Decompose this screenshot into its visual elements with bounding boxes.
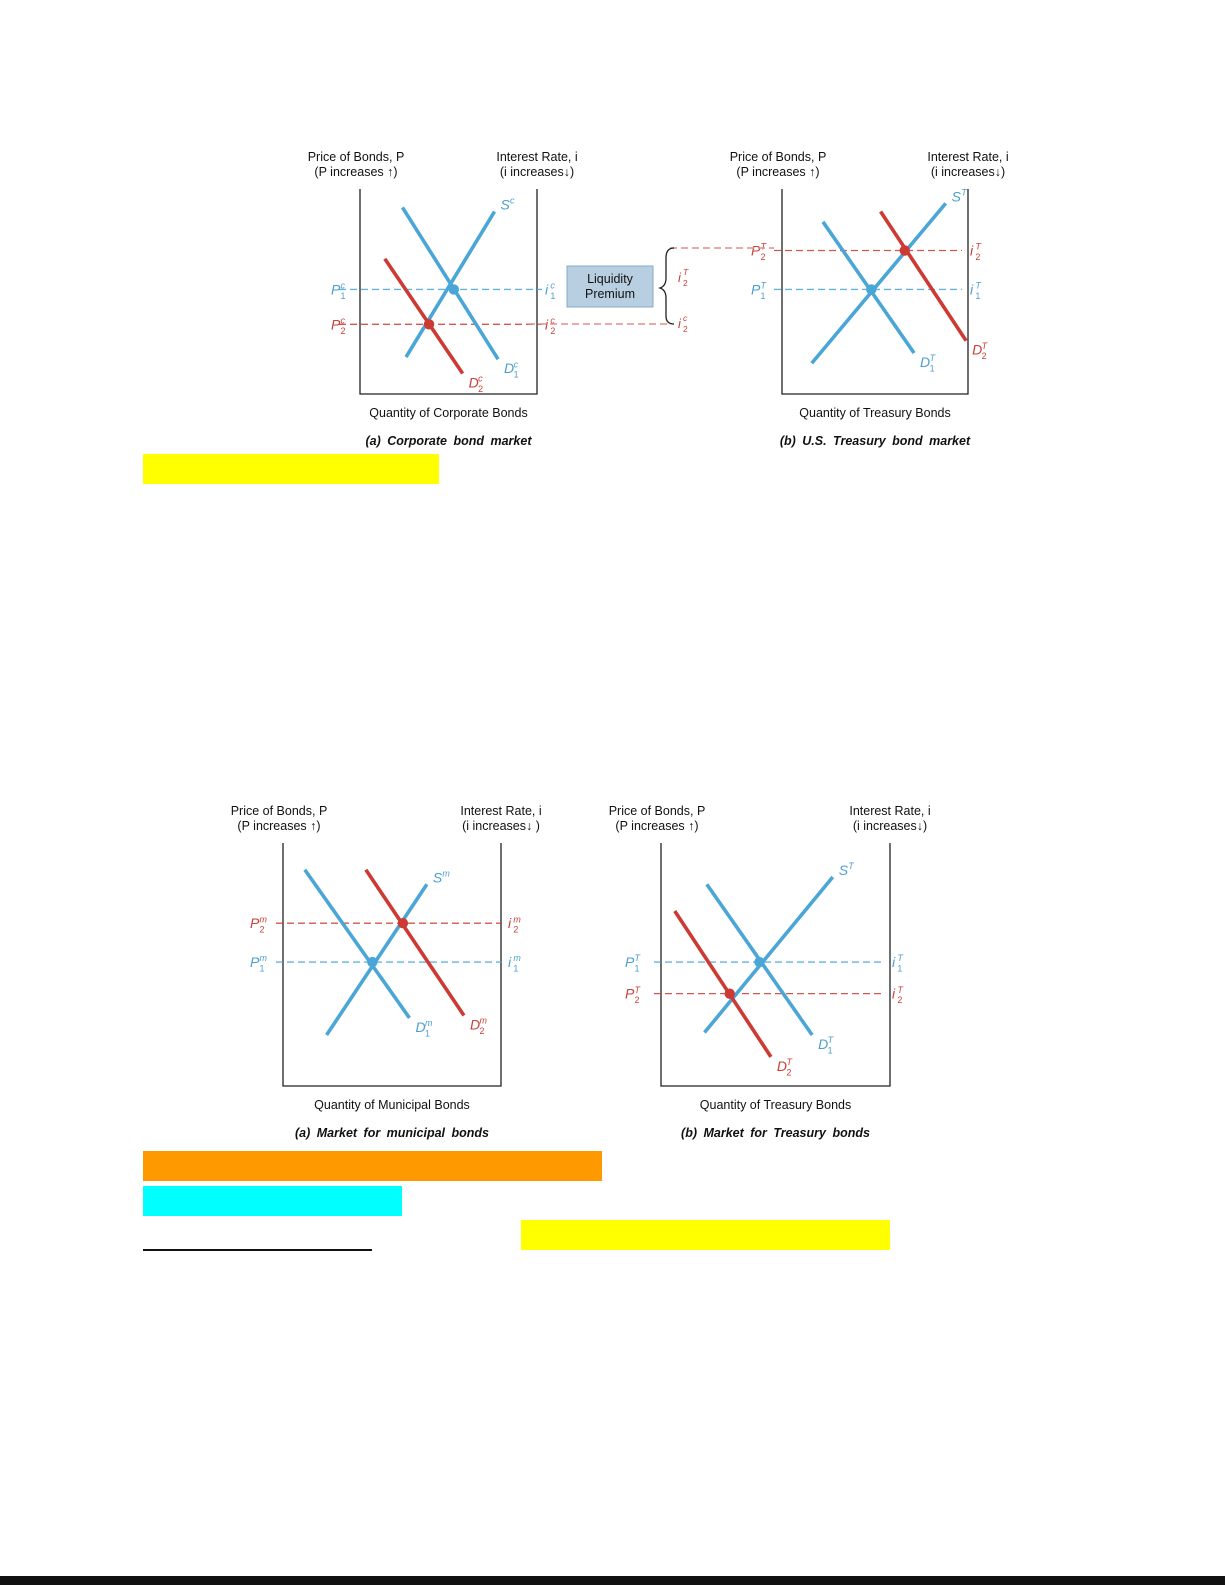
svg-text:T: T bbox=[683, 267, 689, 277]
svg-text:T: T bbox=[981, 340, 988, 351]
svg-text:1: 1 bbox=[975, 290, 981, 301]
svg-text:D: D bbox=[468, 374, 479, 391]
price-label-1 bbox=[751, 281, 767, 301]
svg-text:S: S bbox=[838, 862, 849, 879]
svg-text:2: 2 bbox=[513, 924, 519, 935]
curve-S-blue bbox=[705, 877, 833, 1033]
x-axis-label: Quantity of Treasury Bonds bbox=[699, 1098, 852, 1112]
rate-label-2 bbox=[892, 985, 903, 1005]
svg-text:2: 2 bbox=[683, 324, 688, 334]
svg-text:P: P bbox=[331, 316, 341, 333]
svg-text:S: S bbox=[951, 188, 962, 205]
svg-text:1: 1 bbox=[513, 369, 519, 380]
highlight-yellow-2 bbox=[521, 1220, 890, 1250]
treasury-bond-chart-bottom bbox=[609, 804, 931, 1140]
svg-text:2: 2 bbox=[683, 278, 688, 288]
curve-D1-blue bbox=[305, 870, 410, 1018]
svg-text:D: D bbox=[972, 341, 983, 358]
svg-text:2: 2 bbox=[786, 1067, 792, 1078]
price-label-1 bbox=[331, 281, 346, 301]
svg-text:D: D bbox=[818, 1035, 829, 1052]
curve-D2-red bbox=[385, 259, 463, 374]
svg-text:2: 2 bbox=[259, 924, 265, 935]
curve-label-S bbox=[433, 868, 451, 885]
liquidity-premium-line2: Premium bbox=[584, 287, 636, 301]
svg-text:P: P bbox=[625, 954, 635, 971]
left-axis-title: Price of Bonds, P bbox=[230, 804, 328, 818]
svg-text:D: D bbox=[776, 1057, 788, 1074]
svg-text:i: i bbox=[508, 954, 512, 971]
left-axis-note: (P increases ↑) bbox=[314, 165, 398, 179]
svg-text:1: 1 bbox=[634, 963, 640, 974]
svg-text:2: 2 bbox=[550, 325, 556, 336]
connector-label-i2T bbox=[678, 267, 689, 288]
svg-text:D: D bbox=[415, 1018, 426, 1035]
svg-text:1: 1 bbox=[929, 363, 935, 374]
price-label-2 bbox=[331, 315, 346, 335]
svg-text:c: c bbox=[550, 280, 555, 291]
svg-text:c: c bbox=[340, 315, 346, 326]
svg-text:T: T bbox=[897, 953, 903, 964]
equilibrium-point-red bbox=[424, 319, 434, 329]
svg-text:c: c bbox=[683, 313, 688, 323]
svg-text:m: m bbox=[259, 953, 267, 964]
left-axis-note: (P increases ↑) bbox=[237, 819, 321, 833]
curve-label-S bbox=[501, 196, 516, 213]
svg-text:1: 1 bbox=[340, 290, 346, 301]
svg-text:2: 2 bbox=[634, 995, 640, 1006]
left-axis-title: Price of Bonds, P bbox=[729, 150, 827, 164]
curve-label-S bbox=[952, 187, 968, 204]
x-axis-label: Quantity of Municipal Bonds bbox=[314, 1098, 470, 1112]
price-label-1 bbox=[250, 953, 268, 973]
chart-caption: (b) U.S. Treasury bond market bbox=[779, 434, 971, 448]
rate-label-2 bbox=[970, 242, 981, 262]
chart-axes bbox=[661, 843, 890, 1086]
svg-text:i: i bbox=[545, 316, 549, 333]
svg-text:i: i bbox=[678, 270, 681, 285]
svg-text:T: T bbox=[760, 280, 767, 291]
chart-caption: (b) Market for Treasury bonds bbox=[681, 1126, 870, 1140]
curve-label-D1 bbox=[818, 1035, 834, 1055]
svg-text:c: c bbox=[478, 373, 483, 384]
curve-S-blue bbox=[812, 203, 946, 363]
svg-text:2: 2 bbox=[340, 325, 346, 336]
connector-label-i2c bbox=[678, 313, 688, 334]
rate-label-1 bbox=[970, 281, 981, 301]
equilibrium-point-red bbox=[398, 918, 408, 928]
svg-text:i: i bbox=[508, 915, 512, 932]
svg-text:1: 1 bbox=[259, 963, 265, 974]
equilibrium-point-blue bbox=[866, 284, 876, 294]
liquidity-premium-line1: Liquidity bbox=[587, 272, 633, 286]
equilibrium-point-red bbox=[725, 988, 735, 998]
curve-label-D1 bbox=[415, 1018, 433, 1038]
highlight-yellow-1 bbox=[143, 454, 439, 484]
svg-text:P: P bbox=[331, 281, 341, 298]
svg-text:1: 1 bbox=[513, 963, 519, 974]
x-axis-label: Quantity of Treasury Bonds bbox=[799, 406, 951, 420]
right-axis-note: (i increases↓) bbox=[499, 165, 575, 179]
curve-label-D2 bbox=[470, 1016, 488, 1036]
svg-text:P: P bbox=[751, 242, 761, 259]
price-label-2 bbox=[625, 985, 641, 1005]
svg-text:2: 2 bbox=[975, 251, 981, 262]
right-axis-note: (i increases↓) bbox=[930, 165, 1006, 179]
svg-text:1: 1 bbox=[760, 290, 766, 301]
svg-text:D: D bbox=[504, 360, 515, 377]
price-label-2 bbox=[250, 914, 268, 934]
rate-label-1 bbox=[545, 281, 555, 301]
svg-text:T: T bbox=[827, 1035, 834, 1046]
highlight-orange bbox=[143, 1151, 602, 1181]
right-axis-title: Interest Rate, i bbox=[460, 804, 542, 818]
svg-text:i: i bbox=[970, 242, 974, 259]
left-axis-title: Price of Bonds, P bbox=[307, 150, 405, 164]
svg-text:1: 1 bbox=[827, 1045, 833, 1056]
svg-text:c: c bbox=[550, 315, 555, 326]
right-axis-note: (i increases↓) bbox=[852, 819, 928, 833]
rate-label-2 bbox=[508, 914, 521, 934]
highlight-cyan bbox=[143, 1186, 402, 1216]
svg-text:c: c bbox=[340, 280, 346, 291]
svg-text:T: T bbox=[975, 241, 981, 252]
curve-label-D2 bbox=[469, 374, 484, 394]
svg-text:P: P bbox=[751, 281, 761, 298]
curve-label-D1 bbox=[504, 359, 519, 379]
curve-D2-red bbox=[366, 870, 464, 1016]
svg-text:m: m bbox=[424, 1018, 433, 1029]
chart-caption: (a) Corporate bond market bbox=[365, 434, 532, 448]
rate-label-2 bbox=[545, 315, 555, 335]
right-axis-title: Interest Rate, i bbox=[849, 804, 931, 818]
page-bottom-rule bbox=[0, 1576, 1225, 1585]
left-axis-note: (P increases ↑) bbox=[615, 819, 699, 833]
svg-text:m: m bbox=[513, 914, 521, 925]
svg-text:2: 2 bbox=[479, 1026, 485, 1037]
svg-text:P: P bbox=[250, 915, 260, 932]
svg-text:T: T bbox=[786, 1056, 792, 1067]
svg-text:T: T bbox=[760, 241, 767, 252]
right-axis-title: Interest Rate, i bbox=[496, 150, 578, 164]
svg-text:i: i bbox=[678, 316, 681, 331]
svg-text:T: T bbox=[975, 280, 981, 291]
x-axis-label: Quantity of Corporate Bonds bbox=[369, 406, 528, 420]
svg-text:T: T bbox=[634, 953, 641, 964]
svg-text:m: m bbox=[479, 1015, 487, 1026]
svg-text:S: S bbox=[432, 869, 443, 886]
svg-text:T: T bbox=[634, 984, 641, 995]
svg-text:c: c bbox=[513, 359, 519, 370]
svg-text:T: T bbox=[929, 353, 936, 364]
curve-label-D1 bbox=[920, 353, 936, 373]
equilibrium-point-blue bbox=[449, 284, 459, 294]
svg-text:m: m bbox=[259, 914, 267, 925]
corporate-bond-chart bbox=[308, 150, 578, 448]
right-axis-note: (i increases↓ ) bbox=[462, 819, 540, 833]
svg-text:i: i bbox=[892, 954, 896, 971]
svg-text:P: P bbox=[250, 954, 260, 971]
svg-text:m: m bbox=[442, 868, 450, 879]
equilibrium-point-blue bbox=[367, 957, 377, 967]
brace-icon bbox=[660, 248, 674, 324]
equilibrium-point-red bbox=[900, 245, 910, 255]
svg-text:2: 2 bbox=[897, 995, 903, 1006]
svg-text:m: m bbox=[513, 953, 521, 964]
curve-label-S bbox=[839, 861, 855, 878]
chart-caption: (a) Market for municipal bonds bbox=[295, 1126, 489, 1140]
svg-text:T: T bbox=[961, 187, 967, 198]
svg-text:2: 2 bbox=[478, 383, 484, 394]
chart-axes bbox=[283, 843, 501, 1086]
svg-text:c: c bbox=[510, 195, 515, 206]
rate-label-1 bbox=[508, 953, 521, 973]
curve-label-D2 bbox=[972, 341, 988, 361]
svg-text:T: T bbox=[848, 861, 854, 872]
svg-text:i: i bbox=[892, 985, 896, 1002]
svg-text:1: 1 bbox=[424, 1028, 430, 1039]
svg-text:S: S bbox=[500, 196, 510, 213]
right-axis-title: Interest Rate, i bbox=[927, 150, 1009, 164]
curve-D2-red bbox=[675, 911, 771, 1057]
treasury-bond-chart-top bbox=[730, 150, 1009, 448]
left-axis-note: (P increases ↑) bbox=[736, 165, 820, 179]
municipal-bond-chart bbox=[231, 804, 542, 1140]
svg-text:D: D bbox=[920, 354, 931, 370]
left-axis-title: Price of Bonds, P bbox=[608, 804, 706, 818]
svg-text:i: i bbox=[545, 281, 549, 298]
underline-rule bbox=[143, 1249, 372, 1251]
svg-text:2: 2 bbox=[981, 351, 987, 362]
equilibrium-point-blue bbox=[754, 957, 764, 967]
svg-text:i: i bbox=[970, 281, 974, 298]
curve-label-D2 bbox=[777, 1057, 793, 1077]
svg-text:P: P bbox=[625, 985, 635, 1002]
svg-text:1: 1 bbox=[897, 963, 903, 974]
svg-text:1: 1 bbox=[550, 290, 556, 301]
rate-label-1 bbox=[892, 953, 903, 973]
price-label-1 bbox=[625, 953, 641, 973]
svg-text:D: D bbox=[469, 1016, 481, 1033]
price-label-2 bbox=[751, 242, 767, 262]
svg-text:2: 2 bbox=[760, 251, 766, 262]
svg-text:T: T bbox=[897, 984, 903, 995]
